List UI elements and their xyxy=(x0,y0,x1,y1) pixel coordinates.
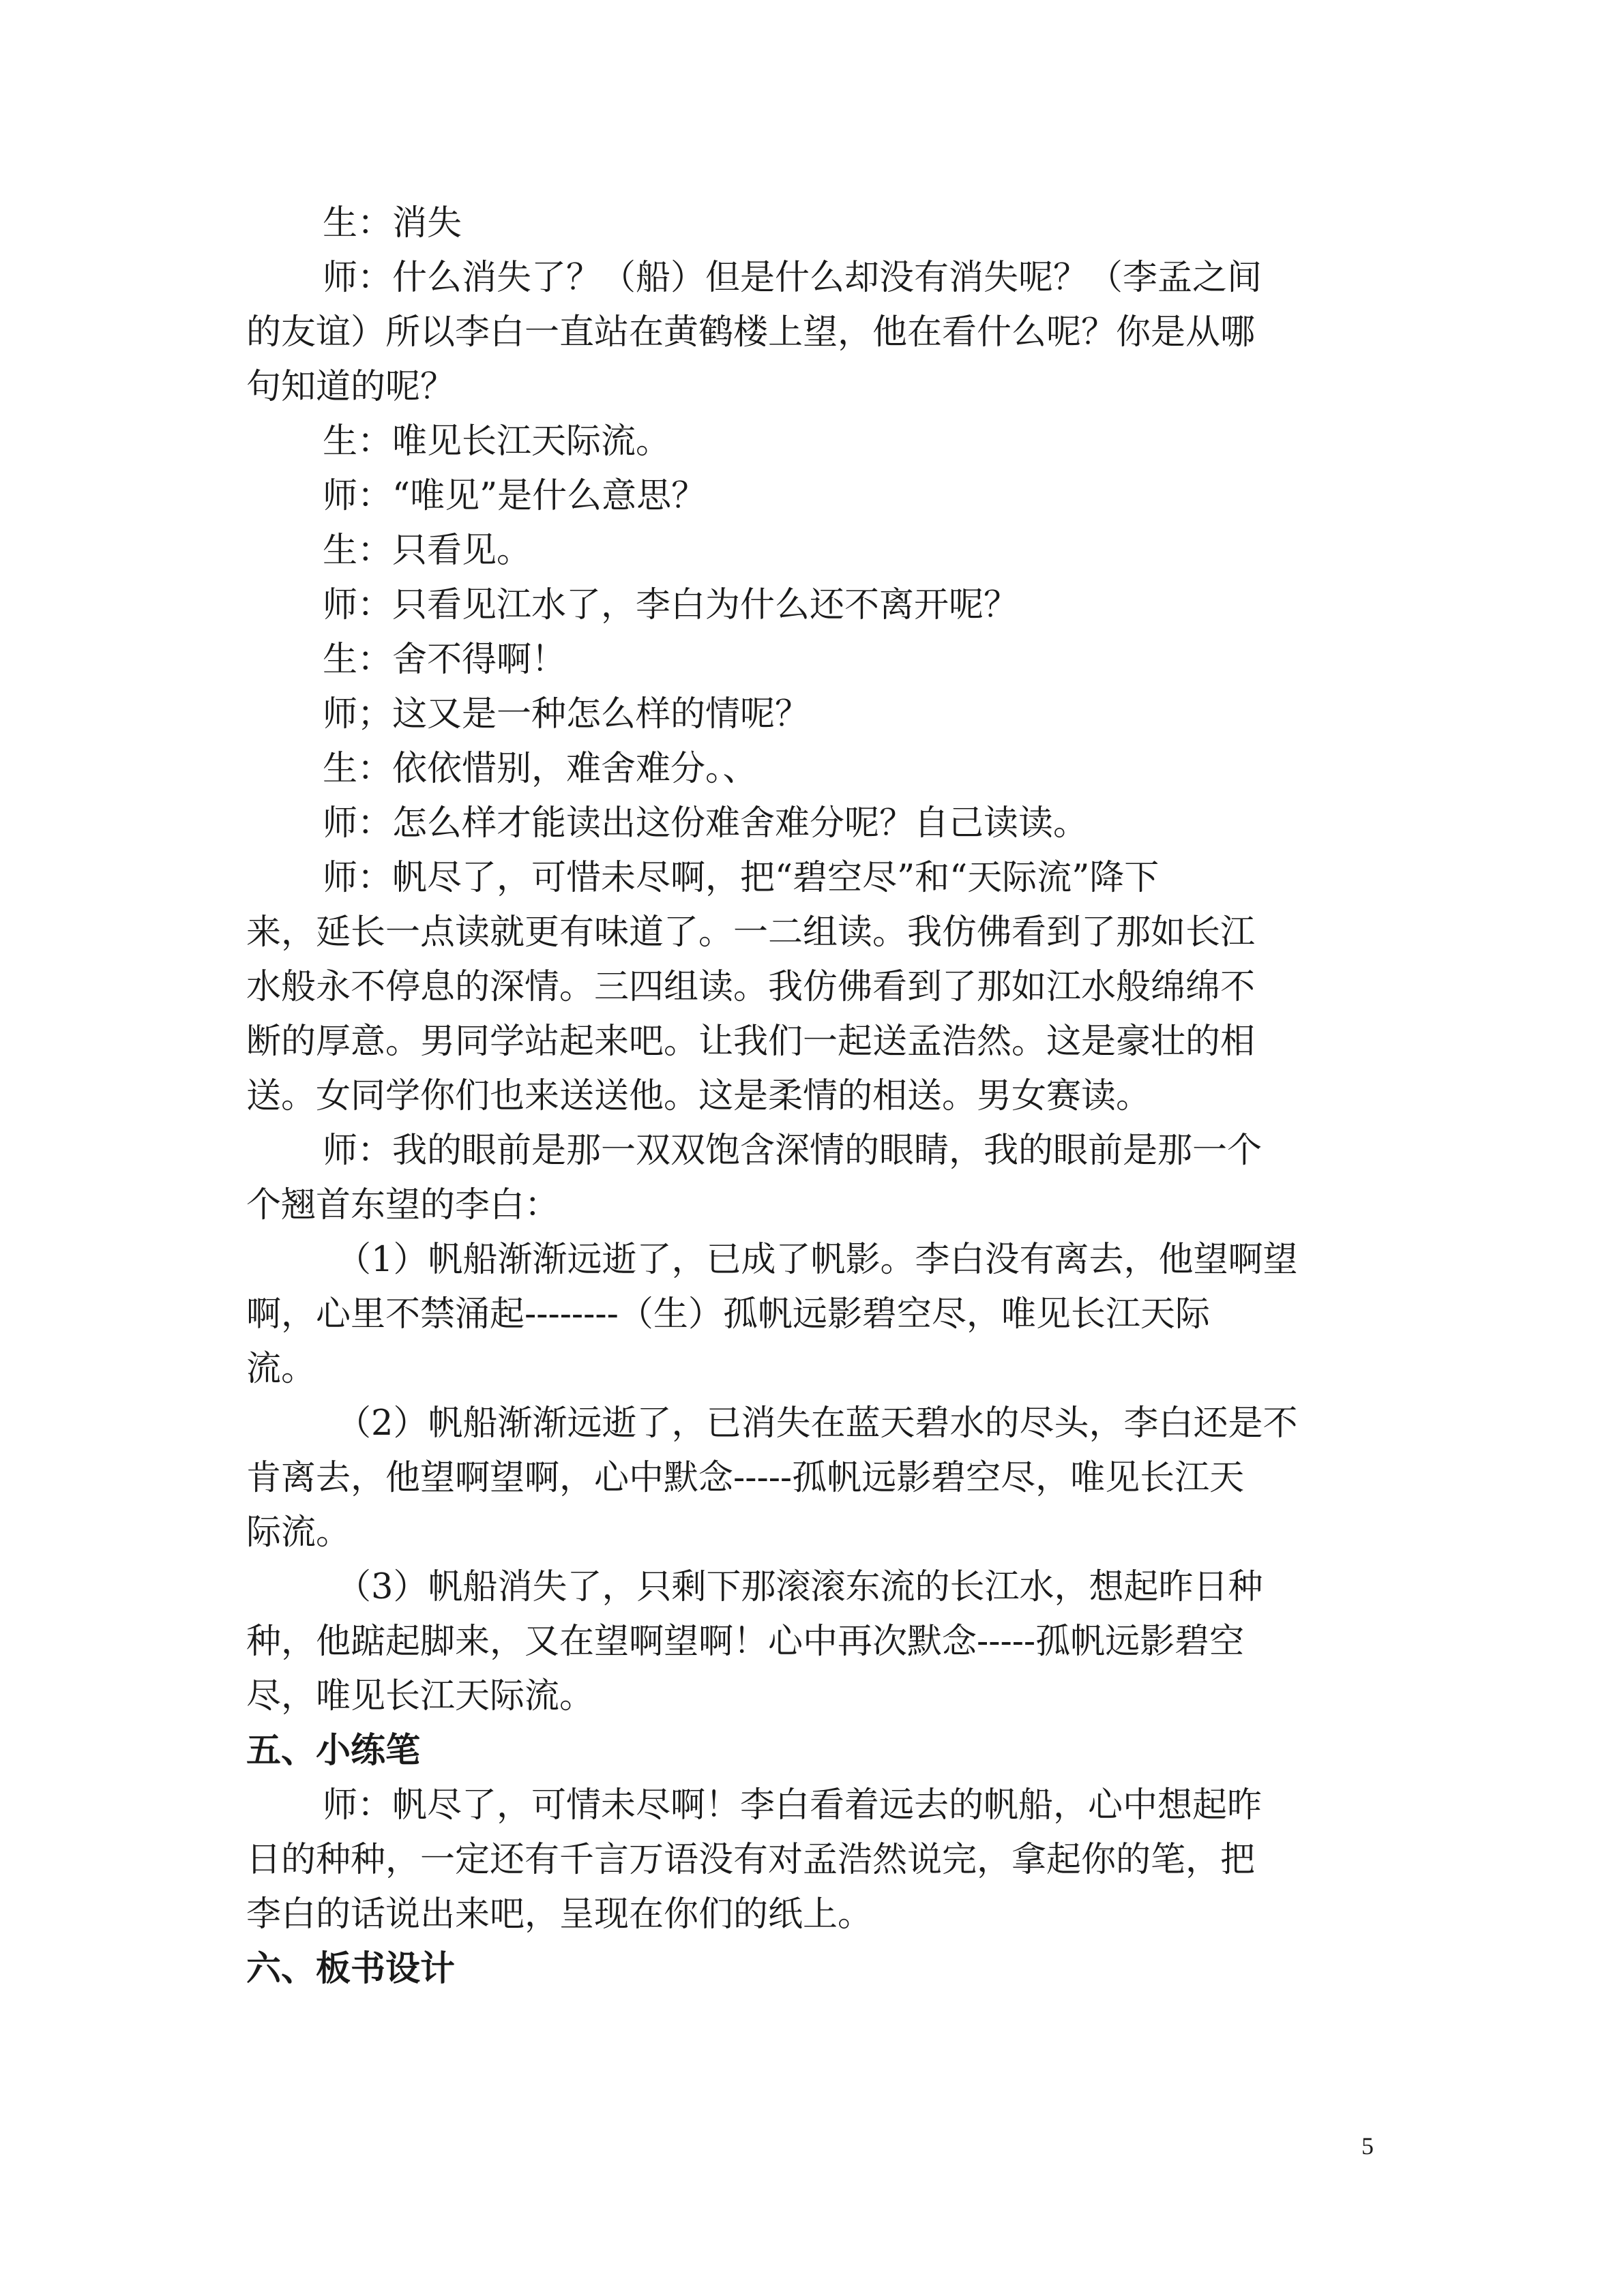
dialogue-line: 送。女同学你们也来送送他。这是柔情的相送。男女赛读。 xyxy=(246,1076,1151,1116)
numbered-line: 肯离去，他望啊望啊，心中默念-----孤帆远影碧空尽，唯见长江天 xyxy=(246,1458,1245,1498)
numbered-line: 尽，唯见长江天际流。 xyxy=(246,1676,595,1716)
document-body xyxy=(246,196,1382,1997)
dialogue-line: 生：唯见长江天际流。 xyxy=(323,421,671,462)
dialogue-line: 生：舍不得啊！ xyxy=(323,640,567,680)
dialogue-line: 师：怎么样才能读出这份难舍难分呢？自己读读。 xyxy=(323,803,1089,844)
dialogue-line: 师；这又是一种怎么样的情呢？ xyxy=(323,694,810,734)
dialogue-line: 来，延长一点读就更有味道了。一二组读。我仿佛看到了那如长江 xyxy=(246,912,1256,953)
numbered-line: （2）帆船渐渐远逝了，已消失在蓝天碧水的尽头，李白还是不 xyxy=(336,1403,1298,1444)
dialogue-line: 师：帆尽了，可情未尽啊！李白看着远去的帆船，心中想起昨 xyxy=(323,1785,1263,1825)
dialogue-line: 师：“唯见”是什么意思？ xyxy=(323,476,707,516)
section-heading: 六、板书设计 xyxy=(246,1949,456,1989)
dialogue-line: 断的厚意。男同学站起来吧。让我们一起送孟浩然。这是豪壮的相 xyxy=(246,1022,1256,1062)
dialogue-line: 的友谊）所以李白一直站在黄鹤楼上望，他在看什么呢？你是从哪 xyxy=(246,312,1256,353)
numbered-line: 种，他踮起脚来，又在望啊望啊！心中再次默念-----孤帆远影碧空 xyxy=(246,1622,1245,1662)
numbered-line: （1）帆船渐渐远逝了，已成了帆影。李白没有离去，他望啊望 xyxy=(336,1240,1298,1280)
numbered-line: （3）帆船消失了，只剩下那滚滚东流的长江水，想起昨日种 xyxy=(336,1567,1263,1607)
dialogue-line: 师：我的眼前是那一双双饱含深情的眼睛，我的眼前是那一个 xyxy=(323,1131,1263,1171)
numbered-line: 啊，心里不禁涌起--------（生）孤帆远影碧空尽，唯见长江天际 xyxy=(246,1294,1210,1335)
dialogue-line: 师：帆尽了，可惜未尽啊，把“碧空尽”和“天际流”降下 xyxy=(323,858,1160,898)
section-heading: 五、小练笔 xyxy=(246,1731,421,1771)
dialogue-line: 日的种种，一定还有千言万语没有对孟浩然说完，拿起你的笔，把 xyxy=(246,1840,1256,1880)
numbered-line: 际流。 xyxy=(246,1512,351,1553)
dialogue-line: 生：只看见。 xyxy=(323,531,532,571)
dialogue-line: 师：只看见江水了，李白为什么还不离开呢？ xyxy=(323,585,1019,625)
dialogue-line: 生：消失 xyxy=(323,203,462,243)
dialogue-line: 水般永不停息的深情。三四组读。我仿佛看到了那如江水般绵绵不 xyxy=(246,967,1256,1007)
dialogue-line: 句知道的呢？ xyxy=(246,367,456,407)
dialogue-line: 个翘首东望的李白： xyxy=(246,1185,560,1225)
dialogue-line: 生：依依惜别，难舍难分。、 xyxy=(323,749,758,789)
dialogue-line: 师：什么消失了？（船）但是什么却没有消失呢？（李孟之间 xyxy=(323,258,1263,298)
numbered-line: 流。 xyxy=(246,1349,316,1389)
dialogue-line: 李白的话说出来吧，呈现在你们的纸上。 xyxy=(246,1894,873,1935)
page-number: 5 xyxy=(1361,2132,1374,2160)
